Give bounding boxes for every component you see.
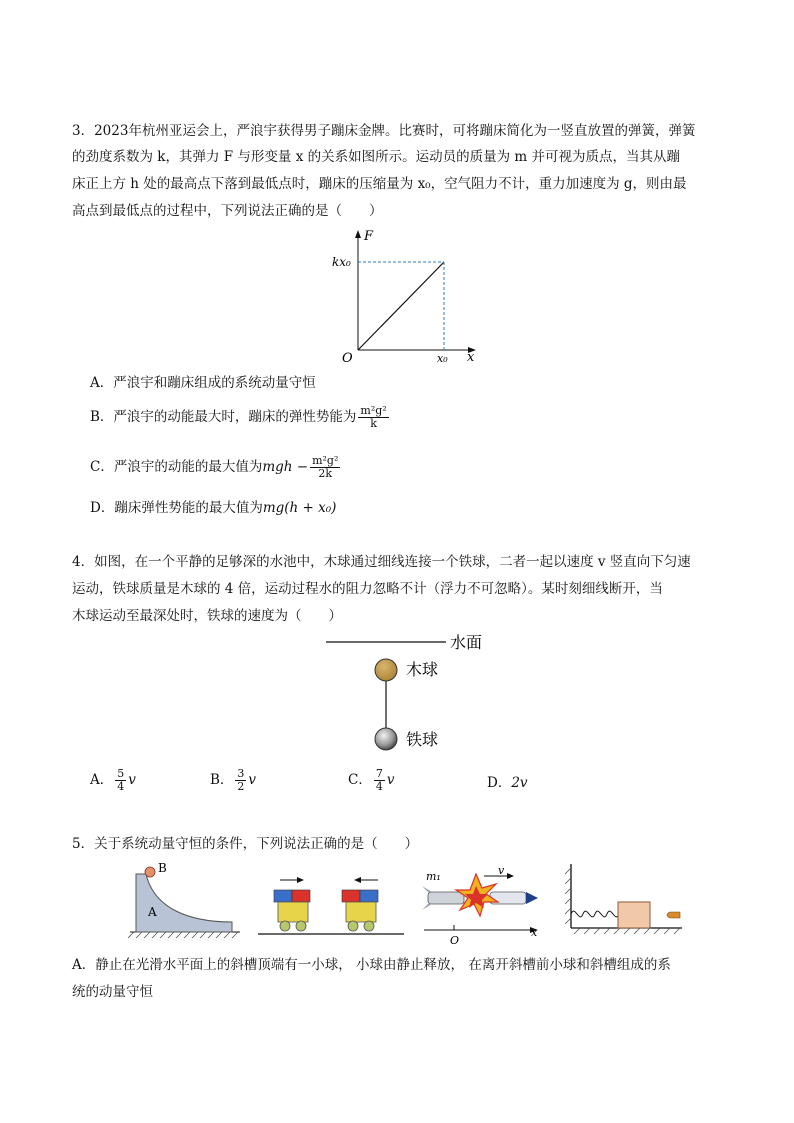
ramp-ball bbox=[145, 867, 155, 877]
label-m1: m₁ bbox=[426, 870, 441, 883]
spring-block-figure bbox=[565, 864, 682, 934]
q4-stem-line-1: 4．如图，在一个平静的足够深的水池中，木球通过细线连接一个铁球，二者一起以速度 v 竖直向下匀速 bbox=[72, 554, 691, 570]
q3-option-b-fraction: $\frac{\text{m²g²}}{k}$ bbox=[360, 404, 387, 430]
label-A: A bbox=[148, 905, 157, 919]
q3-stem-line-2: 的劲度系数为 k，其弹力 F 与形变量 x 的关系如图所示。运动员的质量为 m 并可视为质点，当其从蹦 bbox=[72, 149, 680, 165]
graph-x-mark-label: x₀ bbox=[437, 352, 448, 365]
q5-option-a-line-1[interactable]: A．静止在光滑水平面上的斜槽顶端有一小球， 小球由静止释放， 在离开斜槽前小球和斜槽组成的系 bbox=[72, 957, 671, 973]
wood-ball bbox=[375, 659, 397, 681]
graph-origin-label: O bbox=[342, 351, 353, 366]
q3-option-c-expr: mgh − bbox=[262, 459, 309, 475]
q4-stem-line-3: 木球运动至最深处时，铁球的速度为（ ） bbox=[72, 608, 342, 624]
label-v: v bbox=[498, 864, 505, 877]
q3-option-d-text: D．蹦床弹性势能的最大值为 bbox=[90, 500, 263, 516]
water-surface-label: 水面 bbox=[450, 633, 483, 652]
q3-option-c-fraction: $\frac{\text{m²g²}}{2k}$ bbox=[312, 454, 339, 480]
q3-option-d[interactable] bbox=[90, 499, 336, 517]
iron-ball-label: 铁球 bbox=[406, 730, 439, 749]
label-O: O bbox=[450, 934, 460, 947]
wood-ball-label: 木球 bbox=[406, 660, 439, 679]
q3-option-a[interactable]: A．严浪宇和蹦床组成的系统动量守恒 bbox=[90, 375, 316, 391]
q4-balls-diagram bbox=[320, 628, 520, 758]
graph-y-axis-label: F bbox=[364, 229, 374, 244]
q5-stem: 5．关于系统动量守恒的条件，下列说法正确的是（ ） bbox=[72, 836, 419, 852]
graph-x-axis-label: x bbox=[467, 350, 475, 365]
graph-y-mark-label: kx₀ bbox=[332, 255, 351, 269]
q4-option-d[interactable]: D．2v bbox=[487, 775, 528, 791]
label-x: x bbox=[531, 926, 538, 939]
q4-stem-line-2: 运动，铁球质量是木球的 4 倍，运动过程水的阻力忽略不计（浮力不可忽略）。某时刻细线断开，当 bbox=[72, 581, 663, 597]
q3-option-d-expr: mg(h + x₀) bbox=[262, 500, 337, 516]
rocket-explosion-figure bbox=[422, 864, 538, 947]
q3-option-c-text: C．严浪宇的动能的最大值为 bbox=[90, 459, 263, 475]
q3-force-deformation-graph bbox=[330, 226, 480, 366]
q3-stem-line-1: 3．2023年杭州亚运会上，严浪宇获得男子蹦床金牌。比赛时，可将蹦床简化为一竖直放置的弹簧，弹簧 bbox=[72, 123, 696, 139]
ramp-figure bbox=[128, 861, 240, 938]
q3-option-b-text: B．严浪宇的动能最大时，蹦床的弹性势能为 bbox=[90, 409, 357, 425]
q4-option-c[interactable]: C． $\frac{7}{4}$ v bbox=[348, 767, 395, 793]
q3-option-b[interactable] bbox=[90, 405, 391, 430]
q5-figures bbox=[128, 858, 688, 948]
carts-figure bbox=[258, 877, 404, 934]
block bbox=[618, 902, 650, 928]
q3-option-c[interactable] bbox=[90, 455, 342, 480]
ramp-block bbox=[136, 874, 232, 932]
q3-stem-line-4: 高点到最低点的过程中，下列说法正确的是（ ） bbox=[72, 203, 383, 219]
q4-option-a[interactable]: A． $\frac{5}{4}$ v bbox=[90, 767, 136, 793]
label-B: B bbox=[158, 861, 167, 875]
q4-option-b[interactable]: B． $\frac{3}{2}$ v bbox=[210, 767, 257, 793]
q5-option-a-line-2[interactable]: 统的动量守恒 bbox=[72, 984, 153, 1000]
q3-stem-line-3: 床正上方 h 处的最高点下落到最低点时，蹦床的压缩量为 x₀，空气阻力不计，重力加速度为 g，则由最 bbox=[72, 176, 687, 192]
iron-ball bbox=[375, 728, 397, 750]
bullet bbox=[667, 912, 680, 918]
